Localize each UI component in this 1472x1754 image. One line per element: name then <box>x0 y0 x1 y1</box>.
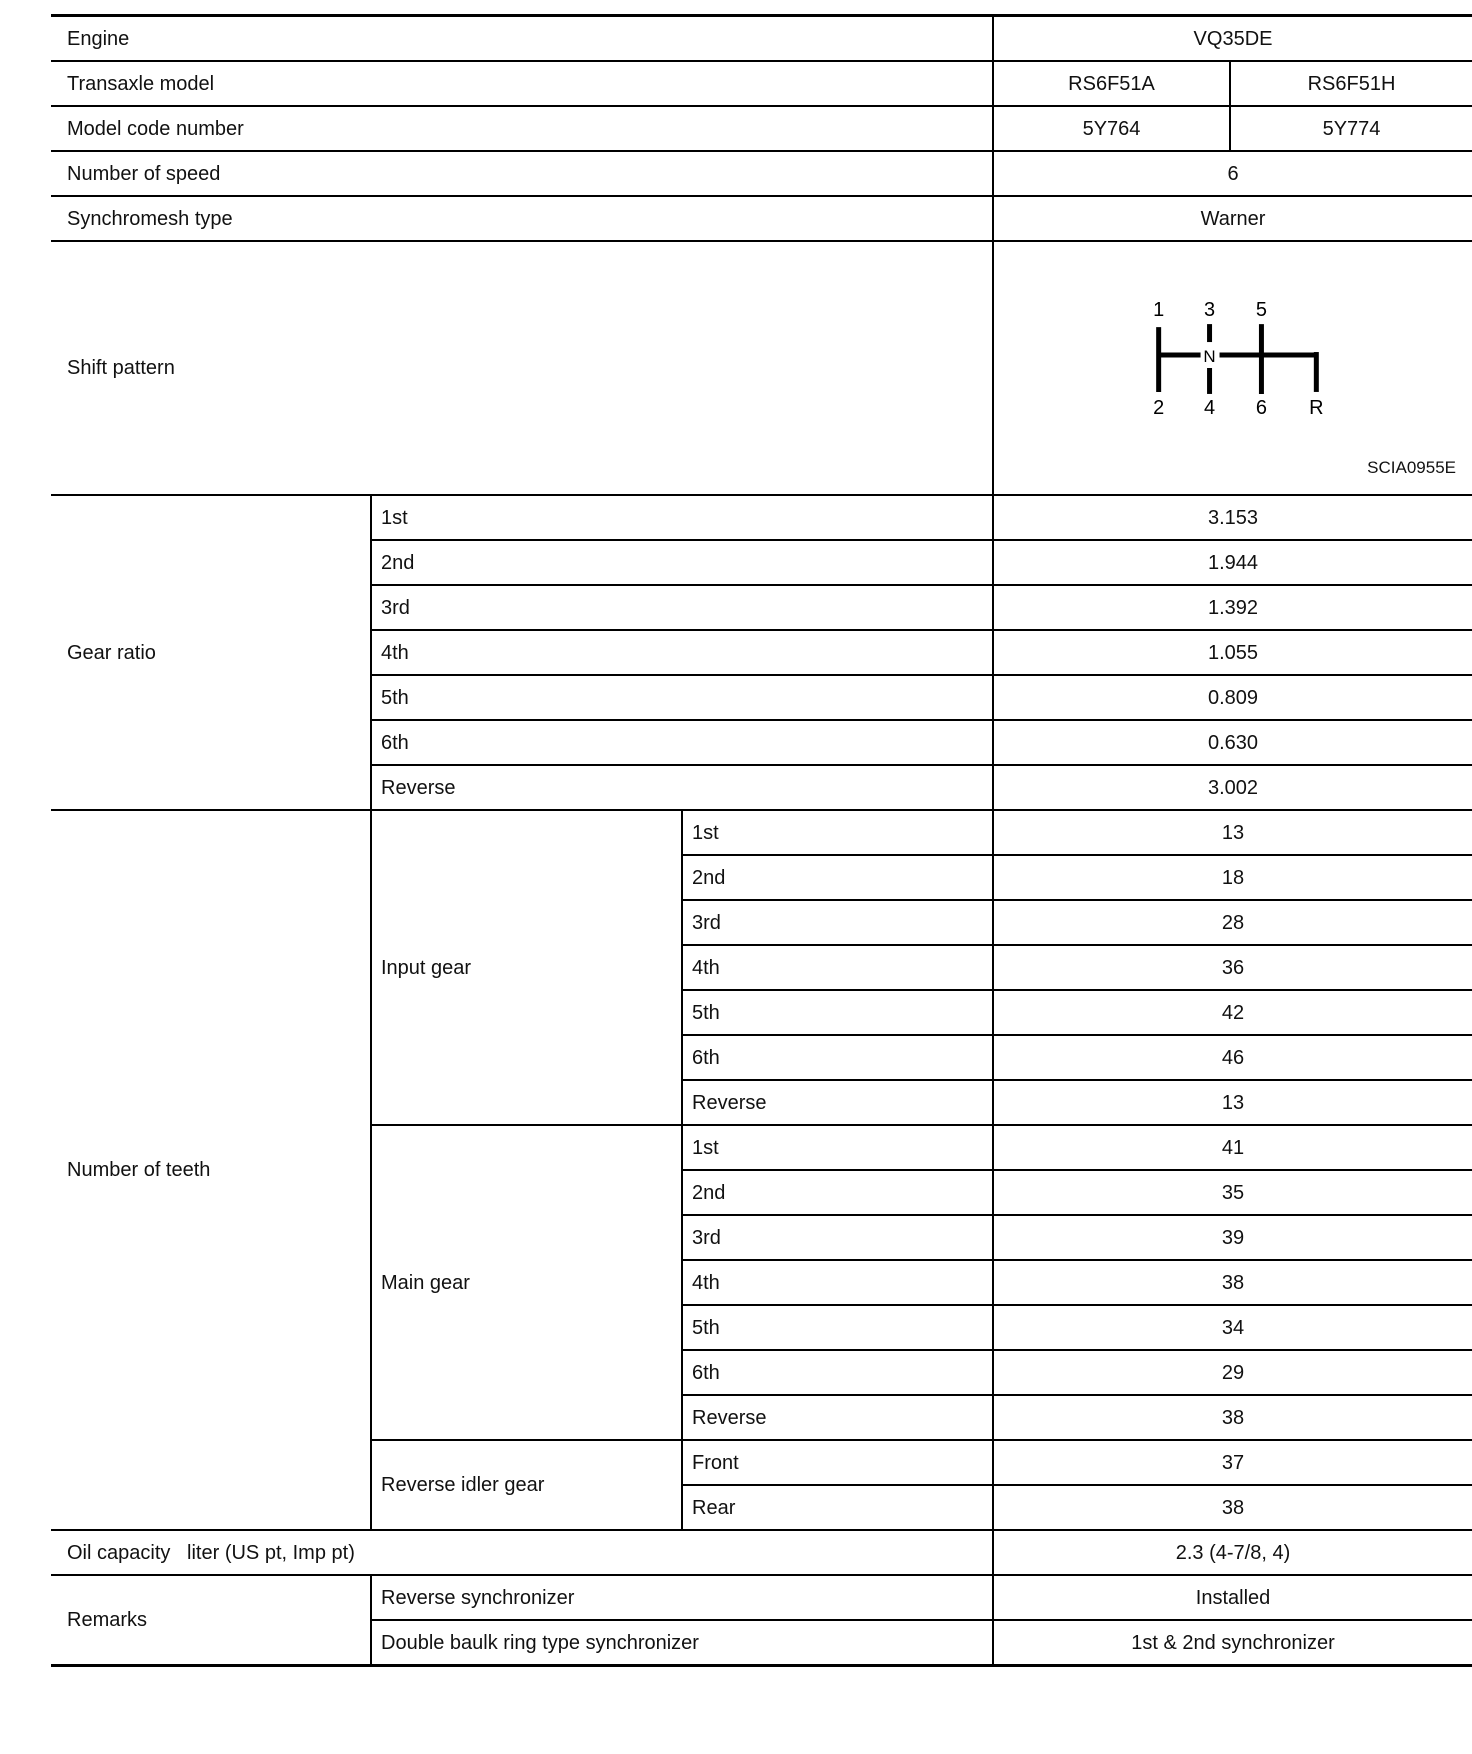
gear-ratio-value: 1.392 <box>993 585 1472 630</box>
transaxle-model-value-h: RS6F51H <box>1230 61 1472 106</box>
teeth-gear: Rear <box>682 1485 993 1530</box>
teeth-gear: 5th <box>682 990 993 1035</box>
model-code-label: Model code number <box>51 106 993 151</box>
gear-ratio-value: 3.002 <box>993 765 1472 810</box>
teeth-gear: 3rd <box>682 900 993 945</box>
gear-ratio-value: 0.809 <box>993 675 1472 720</box>
shift-label-4: 4 <box>1204 396 1216 419</box>
teeth-gear: 4th <box>682 1260 993 1305</box>
remarks-value: Installed <box>993 1575 1472 1620</box>
row-number-of-speed <box>51 151 1472 196</box>
main-gear-label: Main gear <box>371 1125 682 1440</box>
gear-ratio-gear: 5th <box>371 675 993 720</box>
number-of-speed-value: 6 <box>993 151 1472 196</box>
gear-ratio-label: Gear ratio <box>51 495 371 810</box>
teeth-gear: Front <box>682 1440 993 1485</box>
number-of-teeth-label: Number of teeth <box>51 810 371 1530</box>
gear-ratio-value: 1.944 <box>993 540 1472 585</box>
shift-label-5: 5 <box>1255 299 1268 322</box>
figure-code: SCIA0955E <box>1367 458 1457 478</box>
remarks-item: Double baulk ring type synchronizer <box>371 1620 993 1666</box>
row-shift-pattern <box>51 241 1472 495</box>
shift-label-3: 3 <box>1204 299 1216 322</box>
teeth-gear: 2nd <box>682 855 993 900</box>
gear-ratio-gear: 1st <box>371 495 993 540</box>
engine-value: VQ35DE <box>993 16 1472 62</box>
teeth-gear: 1st <box>682 810 993 855</box>
teeth-value: 28 <box>993 900 1472 945</box>
shift-label-neutral: N <box>1203 347 1216 367</box>
gear-ratio-value: 3.153 <box>993 495 1472 540</box>
teeth-value: 34 <box>993 1305 1472 1350</box>
synchromesh-type-value: Warner <box>993 196 1472 241</box>
model-code-value-h: 5Y774 <box>1230 106 1472 151</box>
teeth-value: 39 <box>993 1215 1472 1260</box>
teeth-value: 18 <box>993 855 1472 900</box>
teeth-value: 38 <box>993 1395 1472 1440</box>
remarks-item: Reverse synchronizer <box>371 1575 993 1620</box>
gear-ratio-gear: 4th <box>371 630 993 675</box>
reverse-idler-gear-label: Reverse idler gear <box>371 1440 682 1530</box>
shift-label-reverse: R <box>1309 396 1324 419</box>
teeth-value: 42 <box>993 990 1472 1035</box>
teeth-gear: Reverse <box>682 1395 993 1440</box>
shift-pattern-label: Shift pattern <box>51 241 993 495</box>
row-teeth <box>51 810 1472 855</box>
teeth-value: 13 <box>993 1080 1472 1125</box>
row-oil-capacity <box>51 1530 1472 1575</box>
gear-ratio-value: 0.630 <box>993 720 1472 765</box>
teeth-value: 29 <box>993 1350 1472 1395</box>
teeth-value: 41 <box>993 1125 1472 1170</box>
row-remarks <box>51 1575 1472 1620</box>
transaxle-spec-table <box>51 14 1472 1667</box>
shift-label-2: 2 <box>1153 396 1165 419</box>
teeth-value: 13 <box>993 810 1472 855</box>
synchromesh-type-label: Synchromesh type <box>51 196 993 241</box>
input-gear-label: Input gear <box>371 810 682 1125</box>
teeth-value: 38 <box>993 1260 1472 1305</box>
transaxle-model-label: Transaxle model <box>51 61 993 106</box>
teeth-gear: 6th <box>682 1350 993 1395</box>
gear-ratio-value: 1.055 <box>993 630 1472 675</box>
remarks-value: 1st & 2nd synchronizer <box>993 1620 1472 1666</box>
shift-pattern-diagram <box>994 242 1472 494</box>
teeth-gear: 1st <box>682 1125 993 1170</box>
gear-ratio-gear: Reverse <box>371 765 993 810</box>
oil-capacity-value: 2.3 (4-7/8, 4) <box>993 1530 1472 1575</box>
teeth-gear: 5th <box>682 1305 993 1350</box>
gear-ratio-gear: 3rd <box>371 585 993 630</box>
teeth-value: 36 <box>993 945 1472 990</box>
teeth-value: 38 <box>993 1485 1472 1530</box>
row-engine <box>51 16 1472 62</box>
engine-label: Engine <box>51 16 993 62</box>
row-model-code <box>51 106 1472 151</box>
row-synchromesh-type <box>51 196 1472 241</box>
shift-gate-lines <box>1159 324 1317 394</box>
row-transaxle-model <box>51 61 1472 106</box>
remarks-label: Remarks <box>51 1575 371 1666</box>
shift-label-6: 6 <box>1255 396 1268 419</box>
gear-ratio-gear: 6th <box>371 720 993 765</box>
teeth-gear: 4th <box>682 945 993 990</box>
teeth-gear: 3rd <box>682 1215 993 1260</box>
teeth-value: 46 <box>993 1035 1472 1080</box>
row-gear-ratio <box>51 495 1472 540</box>
teeth-gear: 6th <box>682 1035 993 1080</box>
gear-ratio-gear: 2nd <box>371 540 993 585</box>
shift-pattern-cell <box>993 241 1472 495</box>
transaxle-model-value-a: RS6F51A <box>993 61 1230 106</box>
number-of-speed-label: Number of speed <box>51 151 993 196</box>
shift-label-1: 1 <box>1153 299 1165 322</box>
teeth-value: 35 <box>993 1170 1472 1215</box>
oil-capacity-label: Oil capacity liter (US pt, Imp pt) <box>51 1530 993 1575</box>
teeth-gear: Reverse <box>682 1080 993 1125</box>
model-code-value-a: 5Y764 <box>993 106 1230 151</box>
teeth-value: 37 <box>993 1440 1472 1485</box>
teeth-gear: 2nd <box>682 1170 993 1215</box>
